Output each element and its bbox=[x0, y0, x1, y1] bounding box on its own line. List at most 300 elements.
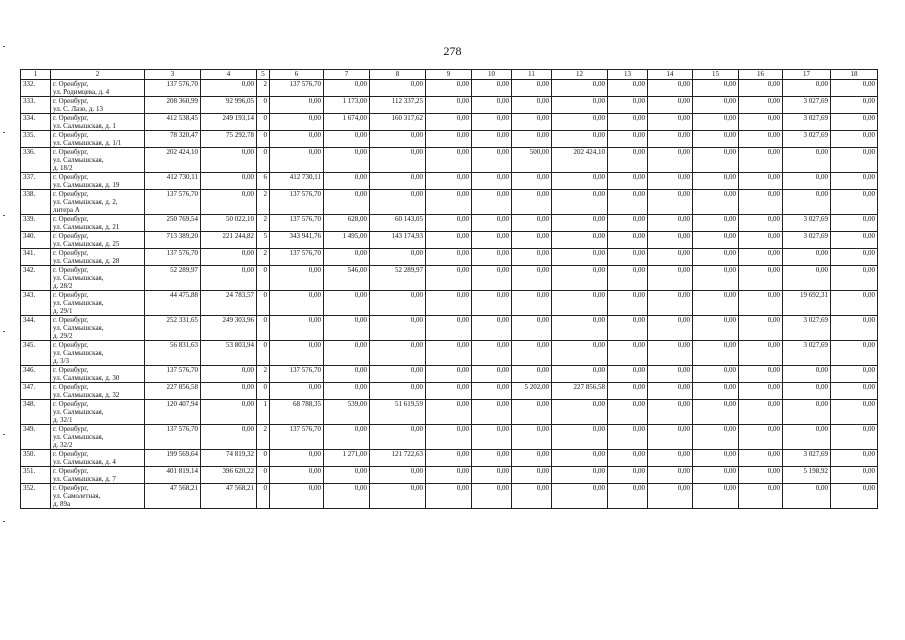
row-number-cell: 348. bbox=[21, 400, 51, 425]
amount-cell: 1 271,00 bbox=[324, 450, 370, 467]
amount-cell: 0,00 bbox=[831, 316, 878, 341]
amount-cell: 0,00 bbox=[648, 173, 693, 190]
amount-cell: 0,00 bbox=[831, 173, 878, 190]
amount-cell: 0,00 bbox=[693, 383, 739, 400]
amount-cell: 0,00 bbox=[608, 467, 648, 484]
amount-cell: 0,00 bbox=[552, 450, 608, 467]
amount-cell: 0,00 bbox=[426, 131, 472, 148]
amount-cell: 0,00 bbox=[472, 425, 512, 450]
amount-cell: 0,00 bbox=[608, 400, 648, 425]
amount-cell: 0,00 bbox=[270, 114, 324, 131]
amount-cell: 412 730,11 bbox=[145, 173, 201, 190]
amount-cell: 0,00 bbox=[201, 173, 257, 190]
address-cell: г. Оренбург, ул. Салмышская, д. 21 bbox=[51, 215, 145, 232]
amount-cell: 208 360,99 bbox=[145, 97, 201, 114]
amount-cell: 0,00 bbox=[648, 366, 693, 383]
amount-cell: 137 576,70 bbox=[270, 190, 324, 215]
amount-cell: 0,00 bbox=[370, 148, 426, 173]
margin-mark bbox=[3, 215, 5, 216]
amount-cell: 0,00 bbox=[608, 291, 648, 316]
amount-cell: 0,00 bbox=[324, 131, 370, 148]
address-cell: г. Оренбург, ул. Родимцева, д. 4 bbox=[51, 80, 145, 97]
row-number-cell: 339. bbox=[21, 215, 51, 232]
amount-cell: 539,00 bbox=[324, 400, 370, 425]
column-header: 8 bbox=[370, 70, 426, 80]
amount-cell: 112 337,25 bbox=[370, 97, 426, 114]
amount-cell: 0,00 bbox=[831, 148, 878, 173]
amount-cell: 0,00 bbox=[693, 190, 739, 215]
amount-cell: 0,00 bbox=[472, 80, 512, 97]
amount-cell: 0,00 bbox=[472, 232, 512, 249]
amount-cell: 0,00 bbox=[608, 484, 648, 509]
amount-cell: 0,00 bbox=[324, 80, 370, 97]
address-cell: г. Оренбург, ул. Салмышская, д. 2, литера А bbox=[51, 190, 145, 215]
amount-cell: 500,00 bbox=[512, 148, 552, 173]
amount-cell: 0,00 bbox=[552, 425, 608, 450]
amount-cell: 60 143,05 bbox=[370, 215, 426, 232]
column-header: 15 bbox=[693, 70, 739, 80]
amount-cell: 0,00 bbox=[370, 131, 426, 148]
amount-cell: 47 568,21 bbox=[201, 484, 257, 509]
table-row bbox=[21, 266, 878, 291]
column-header: 16 bbox=[739, 70, 783, 80]
table-row bbox=[21, 97, 878, 114]
column-header: 1 bbox=[21, 70, 51, 80]
count-cell: 2 bbox=[257, 215, 270, 232]
amount-cell: 0,00 bbox=[552, 131, 608, 148]
amount-cell: 0,00 bbox=[472, 450, 512, 467]
amount-cell: 0,00 bbox=[472, 467, 512, 484]
amount-cell: 0,00 bbox=[831, 131, 878, 148]
count-cell: 0 bbox=[257, 266, 270, 291]
amount-cell: 0,00 bbox=[608, 131, 648, 148]
amount-cell: 0,00 bbox=[270, 131, 324, 148]
amount-cell: 0,00 bbox=[370, 425, 426, 450]
count-cell: 0 bbox=[257, 114, 270, 131]
amount-cell: 0,00 bbox=[270, 341, 324, 366]
amount-cell: 0,00 bbox=[201, 190, 257, 215]
amount-cell: 0,00 bbox=[201, 425, 257, 450]
amount-cell: 0,00 bbox=[739, 425, 783, 450]
table-row bbox=[21, 190, 878, 215]
amount-cell: 713 389,20 bbox=[145, 232, 201, 249]
amount-cell: 0,00 bbox=[512, 131, 552, 148]
amount-cell: 0,00 bbox=[693, 97, 739, 114]
amount-cell: 0,00 bbox=[648, 249, 693, 266]
row-number-cell: 345. bbox=[21, 341, 51, 366]
amount-cell: 0,00 bbox=[693, 249, 739, 266]
amount-cell: 0,00 bbox=[739, 215, 783, 232]
amount-cell: 412 730,11 bbox=[270, 173, 324, 190]
amount-cell: 0,00 bbox=[270, 383, 324, 400]
amount-cell: 227 856,58 bbox=[145, 383, 201, 400]
amount-cell: 1 173,00 bbox=[324, 97, 370, 114]
amount-cell: 0,00 bbox=[648, 114, 693, 131]
column-header: 14 bbox=[648, 70, 693, 80]
amount-cell: 0,00 bbox=[783, 190, 831, 215]
address-cell: г. Оренбург, ул. Самолетная, д. 89а bbox=[51, 484, 145, 509]
amount-cell: 0,00 bbox=[201, 266, 257, 291]
address-cell: г. Оренбург, ул. Салмышская, д. 1/1 bbox=[51, 131, 145, 148]
table-row bbox=[21, 467, 878, 484]
amount-cell: 52 289,97 bbox=[145, 266, 201, 291]
amount-cell: 0,00 bbox=[426, 80, 472, 97]
amount-cell: 0,00 bbox=[608, 97, 648, 114]
amount-cell: 0,00 bbox=[648, 425, 693, 450]
amount-cell: 3 027,69 bbox=[783, 232, 831, 249]
amount-cell: 120 407,94 bbox=[145, 400, 201, 425]
amount-cell: 0,00 bbox=[648, 97, 693, 114]
amount-cell: 0,00 bbox=[370, 173, 426, 190]
amount-cell: 0,00 bbox=[783, 249, 831, 266]
amount-cell: 0,00 bbox=[783, 383, 831, 400]
amount-cell: 0,00 bbox=[783, 173, 831, 190]
amount-cell: 137 576,70 bbox=[270, 215, 324, 232]
amount-cell: 0,00 bbox=[552, 249, 608, 266]
amount-cell: 0,00 bbox=[783, 366, 831, 383]
amount-cell: 56 831,63 bbox=[145, 341, 201, 366]
amount-cell: 0,00 bbox=[552, 400, 608, 425]
amount-cell: 0,00 bbox=[552, 366, 608, 383]
address-cell: г. Оренбург, ул. Салмышская, д. 7 bbox=[51, 467, 145, 484]
amount-cell: 0,00 bbox=[831, 190, 878, 215]
amount-cell: 3 027,69 bbox=[783, 341, 831, 366]
row-number-cell: 343. bbox=[21, 291, 51, 316]
row-number-cell: 341. bbox=[21, 249, 51, 266]
amount-cell: 24 783,57 bbox=[201, 291, 257, 316]
amount-cell: 0,00 bbox=[831, 383, 878, 400]
amount-cell: 143 174,93 bbox=[370, 232, 426, 249]
column-header: 2 bbox=[51, 70, 145, 80]
row-number-cell: 332. bbox=[21, 80, 51, 97]
count-cell: 2 bbox=[257, 190, 270, 215]
amount-cell: 0,00 bbox=[552, 97, 608, 114]
amount-cell: 0,00 bbox=[552, 341, 608, 366]
count-cell: 2 bbox=[257, 80, 270, 97]
count-cell: 0 bbox=[257, 131, 270, 148]
amount-cell: 0,00 bbox=[608, 249, 648, 266]
column-header: 10 bbox=[472, 70, 512, 80]
column-header: 3 bbox=[145, 70, 201, 80]
amount-cell: 0,00 bbox=[648, 383, 693, 400]
amount-cell: 0,00 bbox=[472, 215, 512, 232]
amount-cell: 0,00 bbox=[608, 266, 648, 291]
amount-cell: 0,00 bbox=[693, 266, 739, 291]
amount-cell: 0,00 bbox=[426, 341, 472, 366]
amount-cell: 0,00 bbox=[512, 450, 552, 467]
amount-cell: 0,00 bbox=[426, 383, 472, 400]
amount-cell: 0,00 bbox=[201, 400, 257, 425]
amount-cell: 0,00 bbox=[739, 366, 783, 383]
amount-cell: 75 292,78 bbox=[201, 131, 257, 148]
amount-cell: 137 576,70 bbox=[145, 249, 201, 266]
amount-cell: 0,00 bbox=[426, 450, 472, 467]
column-header: 5 bbox=[257, 70, 270, 80]
amount-cell: 250 769,54 bbox=[145, 215, 201, 232]
amount-cell: 0,00 bbox=[370, 190, 426, 215]
amount-cell: 51 619,59 bbox=[370, 400, 426, 425]
amount-cell: 202 424,10 bbox=[145, 148, 201, 173]
amount-cell: 0,00 bbox=[783, 400, 831, 425]
row-number-cell: 335. bbox=[21, 131, 51, 148]
address-cell: г. Оренбург, ул. Салмышская, д. 18/2 bbox=[51, 148, 145, 173]
amount-cell: 3 027,69 bbox=[783, 131, 831, 148]
count-cell: 0 bbox=[257, 484, 270, 509]
amount-cell: 0,00 bbox=[472, 366, 512, 383]
amount-cell: 0,00 bbox=[693, 131, 739, 148]
count-cell: 1 bbox=[257, 400, 270, 425]
row-number-cell: 347. bbox=[21, 383, 51, 400]
amount-cell: 0,00 bbox=[608, 190, 648, 215]
amount-cell: 0,00 bbox=[608, 425, 648, 450]
amount-cell: 0,00 bbox=[370, 341, 426, 366]
amount-cell: 0,00 bbox=[324, 383, 370, 400]
amount-cell: 0,00 bbox=[370, 291, 426, 316]
amount-cell: 0,00 bbox=[693, 215, 739, 232]
amount-cell: 0,00 bbox=[783, 266, 831, 291]
amount-cell: 252 331,65 bbox=[145, 316, 201, 341]
amount-cell: 0,00 bbox=[552, 467, 608, 484]
amount-cell: 0,00 bbox=[831, 80, 878, 97]
amount-cell: 0,00 bbox=[270, 316, 324, 341]
address-cell: г. Оренбург, ул. Салмышская, д. 32 bbox=[51, 383, 145, 400]
amount-cell: 0,00 bbox=[324, 484, 370, 509]
table-row bbox=[21, 215, 878, 232]
amount-cell: 0,00 bbox=[324, 425, 370, 450]
amount-cell: 0,00 bbox=[472, 190, 512, 215]
amount-cell: 0,00 bbox=[472, 266, 512, 291]
table-row bbox=[21, 131, 878, 148]
margin-mark bbox=[3, 331, 5, 332]
amount-cell: 0,00 bbox=[783, 425, 831, 450]
amount-cell: 52 289,97 bbox=[370, 266, 426, 291]
amount-cell: 199 569,64 bbox=[145, 450, 201, 467]
amount-cell: 0,00 bbox=[512, 366, 552, 383]
column-header: 11 bbox=[512, 70, 552, 80]
amount-cell: 0,00 bbox=[552, 80, 608, 97]
margin-mark bbox=[3, 46, 5, 47]
amount-cell: 44 475,88 bbox=[145, 291, 201, 316]
amount-cell: 68 788,35 bbox=[270, 400, 324, 425]
amount-cell: 0,00 bbox=[648, 316, 693, 341]
amount-cell: 221 244,82 bbox=[201, 232, 257, 249]
amount-cell: 137 576,70 bbox=[270, 80, 324, 97]
amount-cell: 0,00 bbox=[426, 291, 472, 316]
amount-cell: 0,00 bbox=[201, 249, 257, 266]
amount-cell: 0,00 bbox=[831, 450, 878, 467]
amount-cell: 0,00 bbox=[426, 316, 472, 341]
amount-cell: 0,00 bbox=[201, 80, 257, 97]
amount-cell: 0,00 bbox=[608, 80, 648, 97]
amount-cell: 0,00 bbox=[693, 316, 739, 341]
amount-cell: 0,00 bbox=[270, 291, 324, 316]
amount-cell: 0,00 bbox=[512, 232, 552, 249]
amount-cell: 412 538,45 bbox=[145, 114, 201, 131]
address-cell: г. Оренбург, ул. Салмышская, д. 30 bbox=[51, 366, 145, 383]
amount-cell: 0,00 bbox=[552, 232, 608, 249]
column-header: 18 bbox=[831, 70, 878, 80]
count-cell: 0 bbox=[257, 450, 270, 467]
table-row bbox=[21, 148, 878, 173]
amount-cell: 0,00 bbox=[739, 97, 783, 114]
amount-cell: 0,00 bbox=[426, 400, 472, 425]
table-row bbox=[21, 80, 878, 97]
amount-cell: 0,00 bbox=[552, 484, 608, 509]
column-header: 4 bbox=[201, 70, 257, 80]
margin-mark bbox=[3, 434, 5, 435]
margin-mark bbox=[3, 521, 5, 522]
amount-cell: 0,00 bbox=[648, 467, 693, 484]
amount-cell: 0,00 bbox=[608, 316, 648, 341]
amount-cell: 0,00 bbox=[608, 341, 648, 366]
amount-cell: 0,00 bbox=[270, 97, 324, 114]
amount-cell: 3 027,69 bbox=[783, 114, 831, 131]
amount-cell: 0,00 bbox=[831, 97, 878, 114]
table-body bbox=[21, 80, 878, 509]
amount-cell: 0,00 bbox=[739, 266, 783, 291]
amount-cell: 0,00 bbox=[739, 400, 783, 425]
amount-cell: 0,00 bbox=[693, 232, 739, 249]
amount-cell: 0,00 bbox=[648, 190, 693, 215]
row-number-cell: 346. bbox=[21, 366, 51, 383]
amount-cell: 0,00 bbox=[693, 114, 739, 131]
margin-mark bbox=[3, 132, 5, 133]
amount-cell: 0,00 bbox=[324, 190, 370, 215]
count-cell: 0 bbox=[257, 316, 270, 341]
amount-cell: 0,00 bbox=[831, 291, 878, 316]
count-cell: 0 bbox=[257, 97, 270, 114]
amount-cell: 0,00 bbox=[512, 190, 552, 215]
row-number-cell: 350. bbox=[21, 450, 51, 467]
count-cell: 2 bbox=[257, 425, 270, 450]
amount-cell: 0,00 bbox=[270, 467, 324, 484]
page-number: 278 bbox=[443, 44, 462, 58]
document-table bbox=[20, 69, 878, 509]
column-header: 12 bbox=[552, 70, 608, 80]
amount-cell: 0,00 bbox=[370, 467, 426, 484]
amount-cell: 0,00 bbox=[693, 450, 739, 467]
amount-cell: 343 941,76 bbox=[270, 232, 324, 249]
row-number-cell: 351. bbox=[21, 467, 51, 484]
amount-cell: 0,00 bbox=[426, 249, 472, 266]
amount-cell: 0,00 bbox=[270, 450, 324, 467]
amount-cell: 249 193,14 bbox=[201, 114, 257, 131]
address-cell: г. Оренбург, ул. Салмышская, д. 29/1 bbox=[51, 291, 145, 316]
amount-cell: 0,00 bbox=[512, 425, 552, 450]
amount-cell: 0,00 bbox=[608, 173, 648, 190]
amount-cell: 0,00 bbox=[693, 173, 739, 190]
amount-cell: 628,00 bbox=[324, 215, 370, 232]
amount-cell: 137 576,70 bbox=[145, 80, 201, 97]
column-header: 13 bbox=[608, 70, 648, 80]
amount-cell: 0,00 bbox=[552, 173, 608, 190]
amount-cell: 3 027,69 bbox=[783, 97, 831, 114]
amount-cell: 0,00 bbox=[739, 114, 783, 131]
amount-cell: 0,00 bbox=[426, 97, 472, 114]
amount-cell: 0,00 bbox=[739, 316, 783, 341]
amount-cell: 0,00 bbox=[370, 80, 426, 97]
amount-cell: 0,00 bbox=[739, 131, 783, 148]
amount-cell: 0,00 bbox=[472, 341, 512, 366]
row-number-cell: 342. bbox=[21, 266, 51, 291]
count-cell: 2 bbox=[257, 366, 270, 383]
row-number-cell: 337. bbox=[21, 173, 51, 190]
column-header: 17 bbox=[783, 70, 831, 80]
amount-cell: 3 027,69 bbox=[783, 316, 831, 341]
amount-cell: 0,00 bbox=[472, 484, 512, 509]
table-row bbox=[21, 484, 878, 509]
amount-cell: 401 819,14 bbox=[145, 467, 201, 484]
amount-cell: 0,00 bbox=[201, 366, 257, 383]
amount-cell: 92 996,05 bbox=[201, 97, 257, 114]
amount-cell: 0,00 bbox=[648, 215, 693, 232]
amount-cell: 0,00 bbox=[324, 467, 370, 484]
amount-cell: 0,00 bbox=[472, 148, 512, 173]
amount-cell: 137 576,70 bbox=[270, 249, 324, 266]
amount-cell: 0,00 bbox=[426, 215, 472, 232]
amount-cell: 0,00 bbox=[512, 97, 552, 114]
amount-cell: 137 576,70 bbox=[145, 366, 201, 383]
amount-cell: 0,00 bbox=[512, 215, 552, 232]
amount-cell: 0,00 bbox=[648, 131, 693, 148]
count-cell: 2 bbox=[257, 249, 270, 266]
amount-cell: 0,00 bbox=[512, 400, 552, 425]
amount-cell: 0,00 bbox=[370, 383, 426, 400]
amount-cell: 0,00 bbox=[608, 232, 648, 249]
amount-cell: 546,00 bbox=[324, 266, 370, 291]
amount-cell: 3 027,69 bbox=[783, 215, 831, 232]
column-header: 7 bbox=[324, 70, 370, 80]
row-number-cell: 352. bbox=[21, 484, 51, 509]
amount-cell: 0,00 bbox=[608, 215, 648, 232]
address-cell: г. Оренбург, ул. Салмышская, д. 1 bbox=[51, 114, 145, 131]
row-number-cell: 340. bbox=[21, 232, 51, 249]
amount-cell: 0,00 bbox=[270, 266, 324, 291]
amount-cell: 0,00 bbox=[324, 366, 370, 383]
amount-cell: 0,00 bbox=[201, 383, 257, 400]
count-cell: 0 bbox=[257, 341, 270, 366]
address-cell: г. Оренбург, ул. Салмышская, д. 28/2 bbox=[51, 266, 145, 291]
count-cell: 6 bbox=[257, 173, 270, 190]
amount-cell: 137 576,70 bbox=[145, 190, 201, 215]
table-row bbox=[21, 114, 878, 131]
amount-cell: 0,00 bbox=[831, 341, 878, 366]
amount-cell: 137 576,70 bbox=[145, 425, 201, 450]
amount-cell: 0,00 bbox=[472, 114, 512, 131]
amount-cell: 0,00 bbox=[739, 341, 783, 366]
amount-cell: 0,00 bbox=[783, 484, 831, 509]
table-row bbox=[21, 425, 878, 450]
amount-cell: 0,00 bbox=[426, 366, 472, 383]
amount-cell: 5 202,00 bbox=[512, 383, 552, 400]
amount-cell: 0,00 bbox=[648, 232, 693, 249]
amount-cell: 0,00 bbox=[693, 148, 739, 173]
row-number-cell: 344. bbox=[21, 316, 51, 341]
address-cell: г. Оренбург, ул. Салмышская, д. 4 bbox=[51, 450, 145, 467]
amount-cell: 0,00 bbox=[552, 316, 608, 341]
amount-cell: 0,00 bbox=[370, 316, 426, 341]
amount-cell: 0,00 bbox=[783, 80, 831, 97]
address-cell: г. Оренбург, ул. Салмышская, д. 32/2 bbox=[51, 425, 145, 450]
amount-cell: 137 576,70 bbox=[270, 366, 324, 383]
amount-cell: 0,00 bbox=[739, 383, 783, 400]
amount-cell: 137 576,70 bbox=[270, 425, 324, 450]
amount-cell: 0,00 bbox=[739, 148, 783, 173]
amount-cell: 0,00 bbox=[472, 316, 512, 341]
amount-cell: 0,00 bbox=[552, 215, 608, 232]
amount-cell: 202 424,10 bbox=[552, 148, 608, 173]
table-row bbox=[21, 232, 878, 249]
